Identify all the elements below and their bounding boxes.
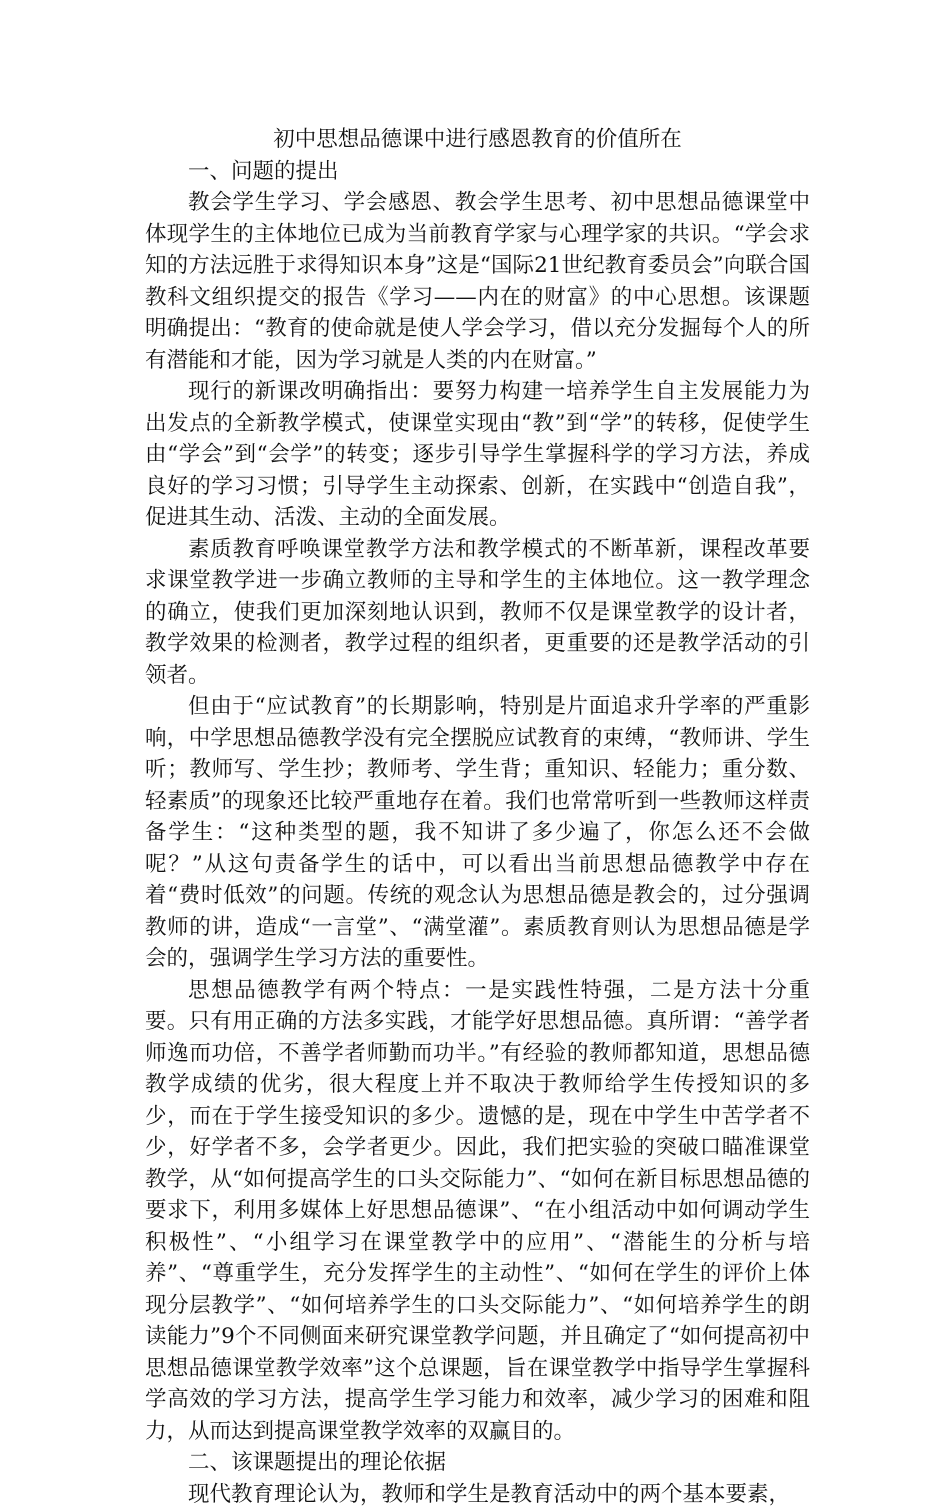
section-heading-problem: 一、问题的提出 — [145, 156, 810, 188]
paragraph: 思想品德教学有两个特点：一是实践性特强，二是方法十分重要。只有用正确的方法多实践，才能学好思想品德。真所谓：“善学者师逸而功倍，不善学者师勤而功半。”有经验的教师都知道，思想品德教学成绩的优劣，很大程度上并不取决于教师给学生传授知识的多少，而在于学生接受知识的多少。遗憾的是，现在中学生中苦学者不少，好学者不多，会学者更少。因此，我们把实验的突破口瞄准课堂教学，从“如何提高学生的口头交际能力”、“如何在新目标思想品德的要求下，利用多媒体上好思想品德课”、“在小组活动中如何调动学生积极性”、“小组学习在课堂教学中的应用”、“潜能生的分析与培养”、“尊重学生，充分发挥学生的主动性”、“如何在学生的评价上体现分层教学”、“如何培养学生的口头交际能力”、“如何培养学生的朗读能力”9个不同侧面来研究课堂教学问题，并且确定了“如何提高初中思想品德课堂教学效率”这个总课题，旨在课堂教学中指导学生掌握科学高效的学习方法，提高学生学习能力和效率，减少学习的困难和阻力，从而达到提高课堂教学效率的双赢目的。 — [145, 975, 810, 1448]
paragraph: 教会学生学习、学会感恩、教会学生思考、初中思想品德课堂中体现学生的主体地位已成为当前教育学家与心理学家的共识。“学会求知的方法远胜于求得知识本身”这是“国际21世纪教育委员会”向联合国教科文组织提交的报告《学习——内在的财富》的中心思想。该课题明确提出：“教育的使命就是使人学会学习，借以充分发掘每个人的所有潜能和才能，因为学习就是人类的内在财富。” — [145, 187, 810, 376]
section-heading-theory: 二、该课题提出的理论依据 — [145, 1447, 810, 1479]
paragraph: 但由于“应试教育”的长期影响，特别是片面追求升学率的严重影响，中学思想品德教学没有完全摆脱应试教育的束缚，“教师讲、学生听；教师写、学生抄；教师考、学生背；重知识、轻能力；重分数、轻素质”的现象还比较严重地存在着。我们也常常听到一些教师这样责备学生：“这种类型的题，我不知讲了多少遍了，你怎么还不会做呢？”从这句责备学生的话中，可以看出当前思想品德教学中存在着“费时低效”的问题。传统的观念认为思想品德是教会的，过分强调教师的讲，造成“一言堂”、“满堂灌”。素质教育则认为思想品德是学会的，强调学生学习方法的重要性。 — [145, 691, 810, 975]
document-title: 初中思想品德课中进行感恩教育的价值所在 — [145, 124, 810, 156]
paragraph: 现行的新课改明确指出：要努力构建一培养学生自主发展能力为出发点的全新教学模式，使课堂实现由“教”到“学”的转移，促使学生由“学会”到“会学”的转变；逐步引导学生掌握科学的学习方法，养成良好的学习习惯；引导学生主动探索、创新，在实践中“创造自我”，促进其生动、活泼、主动的全面发展。 — [145, 376, 810, 534]
paragraph: 素质教育呼唤课堂教学方法和教学模式的不断革新，课程改革要求课堂教学进一步确立教师的主导和学生的主体地位。这一教学理念的确立，使我们更加深刻地认识到，教师不仅是课堂教学的设计者，教学效果的检测者，教学过程的组织者，更重要的还是教学活动的引领者。 — [145, 534, 810, 692]
paragraph: 现代教育理论认为，教师和学生是教育活动中的两个基本要素， — [145, 1479, 810, 1510]
document-page — [145, 124, 810, 1510]
